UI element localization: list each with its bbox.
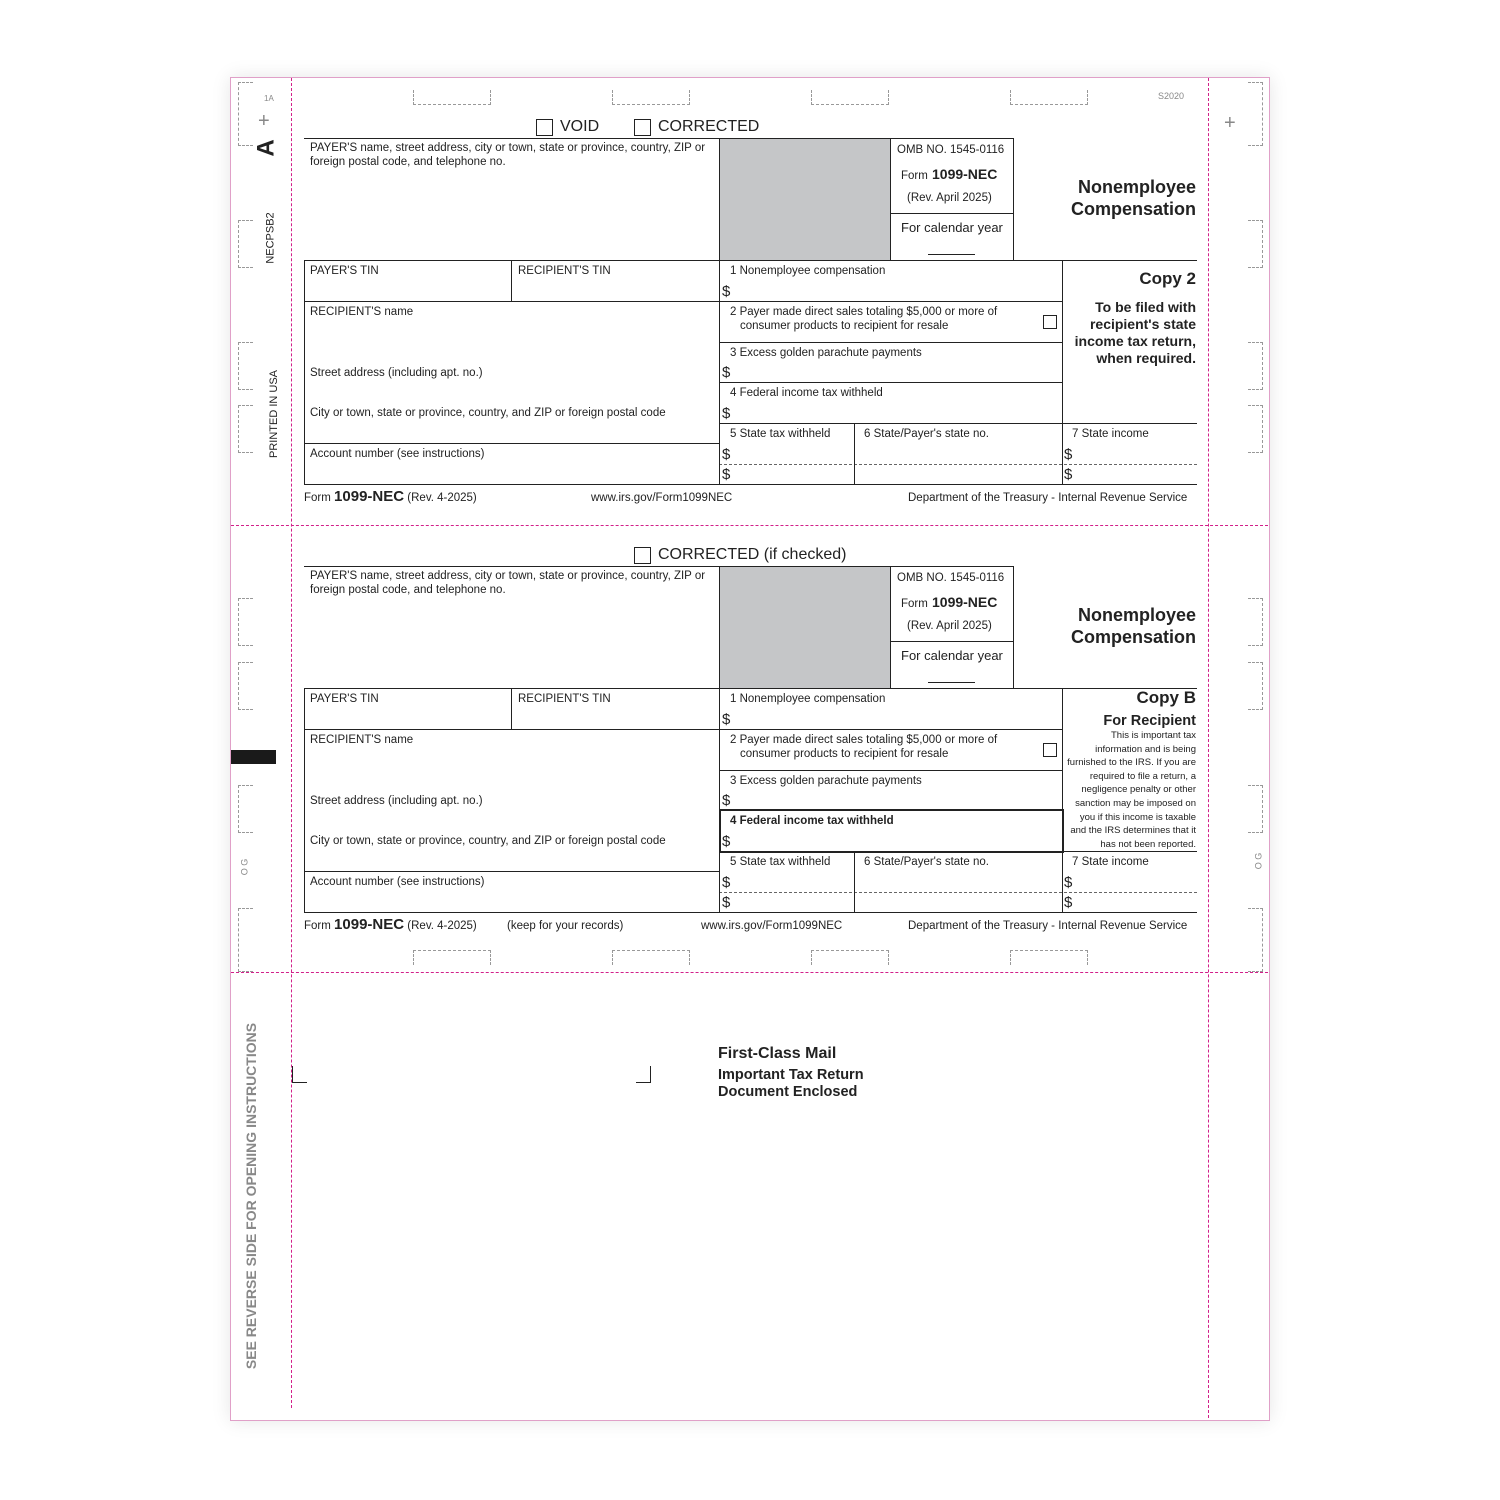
tractor-hole-mark — [1248, 342, 1263, 390]
form-rule — [304, 484, 1197, 485]
footer-revision: (Rev. 4-2025) — [407, 920, 477, 932]
box4-dollar: $ — [722, 833, 731, 850]
copy-label: Copy 2 — [1139, 269, 1196, 288]
perforation-left — [291, 78, 292, 1408]
form-title-line2: Compensation — [1070, 199, 1196, 219]
box7-dollar-1: $ — [1064, 874, 1073, 891]
tractor-hole-mark — [238, 405, 253, 453]
city-label: City or town, state or province, country, and ZIP or foreign postal code — [310, 835, 666, 847]
form-code: NECPSB2 — [264, 212, 277, 264]
void-label: VOID — [560, 118, 600, 135]
form-rule — [890, 213, 1013, 214]
footer-url[interactable]: www.irs.gov/Form1099NEC — [591, 492, 733, 504]
void-checkbox[interactable] — [536, 119, 553, 136]
form-word: Form — [901, 170, 928, 182]
form-rule — [304, 688, 1197, 689]
copy-label: Copy B — [1136, 688, 1196, 707]
form-rule — [890, 138, 891, 260]
box3-label: 3 Excess golden parachute payments — [730, 347, 922, 359]
street-address-label: Street address (including apt. no.) — [310, 367, 483, 379]
city-label: City or town, state or province, country, and ZIP or foreign postal code — [310, 407, 666, 419]
box2-label-line2: consumer products to recipient for resale — [740, 320, 949, 332]
tractor-hole-mark — [238, 598, 253, 646]
form-rule — [304, 871, 719, 872]
omb-number: OMB NO. 1545-0116 — [897, 144, 1005, 156]
tractor-hole-mark — [238, 82, 253, 146]
box5-dollar-2: $ — [722, 894, 731, 911]
footer-form-number: 1099-NEC — [334, 916, 405, 933]
form-rule — [890, 641, 1013, 642]
tractor-hole-mark — [1248, 598, 1263, 646]
box3-dollar: $ — [722, 364, 731, 381]
og-mark-left: O G — [239, 858, 250, 876]
form-rule — [304, 301, 1062, 302]
footer-url[interactable]: www.irs.gov/Form1099NEC — [701, 920, 843, 932]
box5-label: 5 State tax withheld — [730, 856, 831, 868]
copy-fine-print: This is important tax information and is being furnished to the IRS. If you are required to file a return, a negligence penalty or other sanction may be imposed on you if this income is taxable and the IRS determines that it has not been reported. — [1067, 730, 1196, 850]
form-rule — [719, 770, 1062, 771]
box3-label: 3 Excess golden parachute payments — [730, 775, 922, 787]
tractor-hole-mark — [238, 785, 253, 833]
box2-label-line2: consumer products to recipient for resale — [740, 748, 949, 760]
form-rule — [511, 260, 512, 301]
pin-feed-mark — [811, 950, 889, 965]
box1-dollar: $ — [722, 711, 731, 728]
footer-revision: (Rev. 4-2025) — [407, 492, 477, 504]
pin-feed-mark — [413, 90, 491, 105]
payer-name-label: PAYER'S name, street address, city or town, state or province, country, ZIP or foreign postal code, and telephone no. — [310, 142, 706, 168]
important-tax-return: Important Tax Return — [718, 1067, 864, 1083]
form-rule — [719, 892, 1197, 893]
street-address-label: Street address (including apt. no.) — [310, 795, 483, 807]
recipient-tin-label: RECIPIENT'S TIN — [518, 265, 611, 277]
plate-code: 1A — [264, 94, 274, 103]
footer-form-word: Form — [304, 492, 331, 504]
shaded-area — [720, 139, 890, 260]
tractor-hole-mark — [238, 342, 253, 390]
pin-feed-mark — [612, 90, 690, 105]
tractor-hole-mark — [238, 220, 253, 268]
footer-form-number: 1099-NEC — [334, 488, 405, 505]
box7-label: 7 State income — [1072, 428, 1149, 440]
box2-checkbox[interactable] — [1043, 315, 1057, 329]
box2-label-line1: 2 Payer made direct sales totaling $5,000 or more of — [730, 734, 998, 746]
tractor-hole-mark — [1248, 662, 1263, 710]
perforation-right — [1208, 78, 1209, 1418]
pin-feed-mark — [811, 90, 889, 105]
form-rule — [719, 382, 1062, 383]
box5-dollar-1: $ — [722, 446, 731, 463]
form-rule — [1013, 566, 1014, 688]
recipient-tin-label: RECIPIENT'S TIN — [518, 693, 611, 705]
pin-feed-mark — [1010, 950, 1088, 965]
form-rule — [719, 423, 1197, 424]
footer-department: Department of the Treasury - Internal Revenue Service — [908, 920, 1188, 932]
box2-checkbox[interactable] — [1043, 743, 1057, 757]
box7-dollar-2: $ — [1064, 466, 1073, 483]
corrected-if-checked-checkbox[interactable] — [634, 547, 651, 564]
box6-label: 6 State/Payer's state no. — [864, 856, 989, 868]
printed-in-usa: PRINTED IN USA — [268, 369, 280, 458]
box2-label-line1: 2 Payer made direct sales totaling $5,000 or more of — [730, 306, 998, 318]
tractor-hole-mark — [1248, 220, 1263, 268]
form-rule — [854, 851, 855, 912]
payer-tin-label: PAYER'S TIN — [310, 693, 379, 705]
form-word: Form — [901, 598, 928, 610]
form-rule — [304, 138, 1013, 139]
tractor-hole-mark — [1248, 82, 1263, 146]
form-title — [1020, 176, 1196, 220]
form-rule — [1013, 138, 1014, 260]
form-rule — [719, 342, 1062, 343]
box7-label: 7 State income — [1072, 856, 1149, 868]
document-enclosed: Document Enclosed — [718, 1084, 858, 1100]
perforation-lower — [231, 972, 1268, 973]
account-number-label: Account number (see instructions) — [310, 448, 485, 460]
form-title-line2: Compensation — [1070, 627, 1196, 647]
copy-sub-label: For Recipient — [1103, 713, 1196, 729]
form-rule — [304, 729, 1062, 730]
copy-statement: To be filed with recipient's state income tax return, when required. — [1074, 299, 1196, 366]
form-title — [1020, 604, 1196, 648]
reverse-side-note: SEE REVERSE SIDE FOR OPENING INSTRUCTIONS — [243, 1022, 259, 1370]
black-sense-mark — [231, 750, 276, 764]
sheet-code: S2020 — [1158, 91, 1185, 101]
box6-label: 6 State/Payer's state no. — [864, 428, 989, 440]
tractor-hole-mark — [1248, 908, 1263, 972]
form-rule — [719, 464, 1197, 465]
first-class-mail: First-Class Mail — [718, 1045, 837, 1062]
box7-dollar-1: $ — [1064, 446, 1073, 463]
tractor-hole-mark — [1248, 405, 1263, 453]
form-rule — [1062, 688, 1063, 912]
tractor-hole-mark — [238, 662, 253, 710]
corrected-if-checked-label: CORRECTED (if checked) — [658, 546, 847, 563]
form-number: 1099-NEC — [932, 594, 998, 610]
footer-keep-note: (keep for your records) — [507, 920, 624, 932]
corrected-label: CORRECTED — [658, 118, 760, 135]
plus-mark-right: + — [1224, 112, 1236, 134]
pin-feed-mark — [413, 950, 491, 965]
form-rule — [304, 688, 305, 912]
og-mark-right: O G — [1253, 852, 1264, 870]
form-title-line1: Nonemployee — [1077, 177, 1196, 197]
box4-label: 4 Federal income tax withheld — [730, 387, 883, 399]
tractor-hole-mark — [238, 908, 253, 972]
form-rule — [890, 566, 891, 688]
pin-feed-mark — [612, 950, 690, 965]
form-rule — [511, 688, 512, 729]
box7-dollar-2: $ — [1064, 894, 1073, 911]
box4-label: 4 Federal income tax withheld — [730, 815, 894, 827]
footer-department: Department of the Treasury - Internal Revenue Service — [908, 492, 1188, 504]
recipient-name-label: RECIPIENT'S name — [310, 306, 414, 318]
form-rule — [304, 260, 1197, 261]
footer-form-word: Form — [304, 920, 331, 932]
tractor-hole-mark — [1248, 785, 1263, 833]
account-number-label: Account number (see instructions) — [310, 876, 485, 888]
box5-dollar-1: $ — [722, 874, 731, 891]
form-revision: (Rev. April 2025) — [907, 192, 992, 204]
calendar-year-label: For calendar year — [901, 220, 1003, 235]
box1-label: 1 Nonemployee compensation — [730, 693, 886, 705]
box1-dollar: $ — [722, 283, 731, 300]
address-window-corner — [292, 1066, 307, 1083]
form-number: 1099-NEC — [932, 166, 998, 182]
perforation-middle — [231, 525, 1268, 526]
form-title-line1: Nonemployee — [1077, 605, 1196, 625]
calendar-year-label: For calendar year — [901, 648, 1003, 663]
recipient-name-label: RECIPIENT'S name — [310, 734, 414, 746]
form-rule — [854, 423, 855, 484]
shaded-area — [720, 567, 890, 688]
box3-dollar: $ — [722, 792, 731, 809]
calendar-year-field[interactable] — [928, 682, 975, 683]
omb-number: OMB NO. 1545-0116 — [897, 572, 1005, 584]
plus-mark-left: + — [258, 110, 270, 132]
form-rule — [304, 566, 1013, 567]
box5-label: 5 State tax withheld — [730, 428, 831, 440]
pin-feed-mark — [1010, 90, 1088, 105]
form-footer — [304, 488, 477, 505]
form-footer — [304, 916, 477, 933]
payer-name-label: PAYER'S name, street address, city or town, state or province, country, ZIP or foreign postal code, and telephone no. — [310, 570, 706, 596]
box4-dollar: $ — [722, 405, 731, 422]
form-rule — [304, 443, 719, 444]
calendar-year-field[interactable] — [928, 254, 975, 255]
corrected-checkbox[interactable] — [634, 119, 651, 136]
box5-dollar-2: $ — [722, 466, 731, 483]
form-rule — [304, 260, 305, 484]
form-revision: (Rev. April 2025) — [907, 620, 992, 632]
payer-tin-label: PAYER'S TIN — [310, 265, 379, 277]
plate-letter: A — [252, 139, 280, 157]
form-rule — [304, 912, 1197, 913]
address-window-corner — [636, 1066, 651, 1083]
form-rule — [1062, 260, 1063, 484]
box1-label: 1 Nonemployee compensation — [730, 265, 886, 277]
